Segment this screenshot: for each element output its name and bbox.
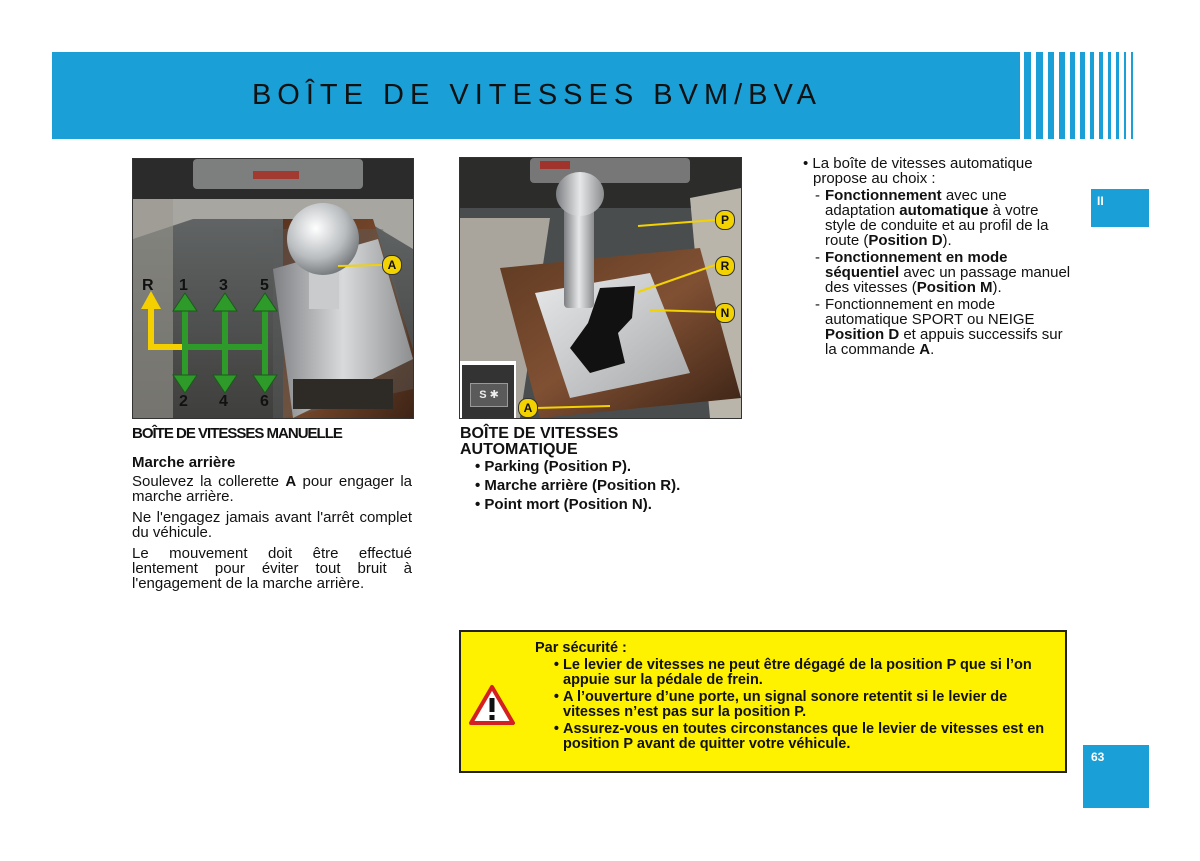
gear-label-4: 4 bbox=[219, 393, 228, 410]
auto-item-parking: • Parking (Position P). bbox=[475, 458, 632, 475]
warning-bullet: • Assurez-vous en toutes circonstances que le levier de vitesses est en position P avant de quitter votre véhicule. bbox=[553, 721, 1045, 752]
sport-snow-button-icon: S ✱ bbox=[470, 383, 508, 407]
option-sequential: - Fonctionnement en mode séquentiel avec un passage manuel des vitesses (Position M). bbox=[815, 249, 1071, 296]
auto-heading-line1: BOÎTE DE VITESSES bbox=[460, 425, 619, 442]
callout-a-badge: A bbox=[518, 398, 538, 418]
warning-triangle-icon bbox=[468, 684, 516, 726]
manual-section bbox=[132, 426, 412, 597]
callout-r-badge: R bbox=[715, 256, 735, 276]
gear-shift-diagram bbox=[133, 159, 413, 418]
warning-title: Par sécurité : bbox=[535, 640, 627, 656]
gear-label-5: 5 bbox=[260, 277, 269, 294]
warning-bullet: • A l’ouverture d’une porte, un signal sonore retentit si le levier de vitesses n’est pas sur la position P. bbox=[553, 689, 1008, 720]
safety-warning-box bbox=[459, 630, 1067, 773]
callout-p-badge: P bbox=[715, 210, 735, 230]
manual-gearbox-photo bbox=[132, 158, 414, 419]
automatic-gearbox-photo bbox=[459, 157, 742, 419]
page-number: 63 bbox=[1091, 750, 1105, 764]
page-title: BOÎTE DE VITESSES BVM/BVA bbox=[251, 79, 823, 111]
gear-label-2: 2 bbox=[179, 393, 188, 410]
chapter-tab bbox=[1091, 189, 1149, 227]
option-sport-snow: - Fonctionnement en mode automatique SPORT ou NEIGE Position D et appuis successifs sur la commande A. bbox=[815, 296, 1063, 358]
auto-item-reverse: • Marche arrière (Position R). bbox=[475, 477, 681, 494]
auto-section bbox=[460, 426, 750, 512]
callout-n-badge: N bbox=[715, 303, 735, 323]
callout-lines bbox=[460, 158, 741, 418]
right-section bbox=[803, 156, 1071, 357]
chapter-tab-label: II bbox=[1097, 194, 1104, 208]
auto-heading-line2: AUTOMATIQUE bbox=[460, 441, 578, 458]
warning-bullet: • Le levier de vitesses ne peut être dégagé de la position P que si l’on appuie sur la pédale de frein. bbox=[553, 657, 1032, 688]
manual-heading: BOÎTE DE VITESSES MANUELLE bbox=[132, 425, 342, 442]
manual-paragraph-2: Ne l'engagez jamais avant l'arrêt complet du véhicule. bbox=[132, 509, 412, 541]
gear-label-r: R bbox=[142, 277, 154, 294]
gear-label-6: 6 bbox=[260, 393, 269, 410]
auto-item-neutral: • Point mort (Position N). bbox=[475, 496, 652, 513]
right-intro: • La boîte de vitesses automatique propose au choix : bbox=[803, 155, 1033, 187]
sport-button-label: S bbox=[479, 389, 487, 401]
callout-a-badge: A bbox=[382, 255, 402, 275]
gear-label-1: 1 bbox=[179, 277, 188, 294]
manual-paragraph-3: Le mouvement doit être effectué lentement pour éviter tout bruit à l'engagement de la marche arrière. bbox=[132, 545, 412, 592]
manual-paragraph-1: Soulevez la collerette A pour engager la marche arrière. bbox=[132, 473, 412, 505]
reverse-subheading: Marche arrière bbox=[132, 454, 236, 471]
page-number-tab bbox=[1083, 745, 1149, 808]
option-auto: - Fonctionnement avec une adaptation automatique à votre style de conduite et au profil de la route (Position D). bbox=[815, 187, 1049, 249]
gear-label-3: 3 bbox=[219, 277, 228, 294]
